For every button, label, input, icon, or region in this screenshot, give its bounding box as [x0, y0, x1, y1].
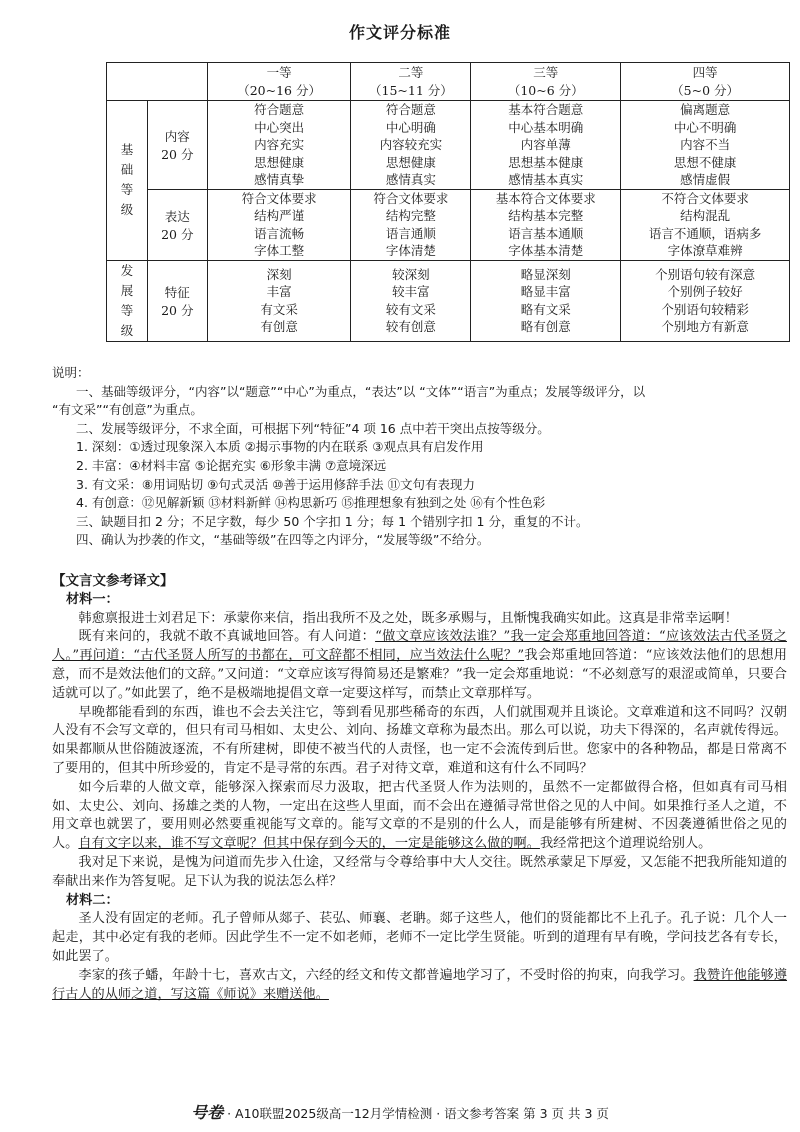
underlined-text: 我赞许他能够遵行古人的从师之道，写这篇《师说》来赠送他。 [52, 967, 788, 1002]
content-label: 内容 20 分 [147, 101, 207, 190]
material-2-paragraph-2: 李家的孩子蟠，年龄十七，喜欢古文，六经的经文和传文都普遍地学习了，不受时俗的拘束，向我学习。我赞许他能够遵行古人的从师之道，写这篇《师说》来赠送他。 [52, 967, 788, 1002]
expression-label: 表达 20 分 [147, 189, 207, 260]
feature-label: 特征 20 分 [147, 260, 207, 341]
page-footer [0, 1100, 800, 1123]
note-sub-3: 3. 有文采：⑧用词贴切 ⑨句式灵活 ⑩善于运用修辞手法 ⑪文句有表现力 [76, 476, 475, 492]
note-sub-1: 1. 深刻：①透过现象深入本质 ②揭示事物的内在联系 ③观点具有启发作用 [76, 439, 484, 455]
material-1-paragraph-2: 既有来问的，我就不敢不真诚地回答。有人问道：“做文章应该效法谁？”我一定会郑重地回答道：“应该效法古代圣贤之人。”再问道：“古代圣贤人所写的书都在，可文辞都不相同，应当效法什么呢？”我会郑重地回答道：“应该效法他们的思想用意，而不是效法他们的文辞。”又问道：“文章应该写得简易还是繁难？”我一定会郑重地说：“不必刻意写的艰涩或简单，只要合适就可以了。”如此罢了，绝不是极端地提倡文章一定要这样写，而禁止文章那样写。 [52, 629, 787, 701]
feature-grade-2: 较深刻 较丰富 较有文采 较有创意 [351, 260, 471, 341]
rubric-corner-cell [107, 63, 208, 101]
basic-level-label [107, 101, 148, 261]
content-grade-4: 偏离题意 中心不明确 内容不当 思想不健康 感情虚假 [621, 101, 790, 190]
note-item-4: 四、确认为抄袭的作文，“基础等级”在四等之内评分，“发展等级”不给分。 [76, 532, 490, 548]
material-1-paragraph-1: 韩愈禀报进士刘君足下：承蒙你来信，指出我所不及之处，既多承赐与，且惭愧我确实如此。这真是非常幸运啊！ [78, 610, 738, 626]
underlined-text: 自有文字以来，谁不写文章呢？但其中保存到今天的，一定是能够这么做的啊。 [78, 836, 540, 852]
development-level-text: 发 展 等 级 [120, 262, 134, 338]
grade-header-1: 一等 （20~16 分） [207, 63, 351, 101]
page-title: 作文评分标准 [348, 23, 451, 42]
expression-grade-3: 基本符合文体要求 结构基本完整 语言基本通顺 字体基本清楚 [471, 189, 621, 260]
note-item-1b: “有文采”“有创意”为重点。 [52, 402, 203, 418]
note-sub-2: 2. 丰富：④材料丰富 ⑤论据充实 ⑥形象丰满 ⑦意境深远 [76, 457, 387, 473]
material-2-paragraph-1: 圣人没有固定的老师。孔子曾师从郯子、苌弘、师襄、老聃。郯子这些人，他们的贤能都比不上孔子。孔子说：几个人一起走，其中必定有我的老师。因此学生不一定不如老师，老师不一定比学生贤能。听到的道理有早有晚，学问技艺各有专长，如此罢了。 [52, 911, 787, 964]
feature-grade-1: 深刻 丰富 有文采 有创意 [207, 260, 351, 341]
footer-text: · A10联盟2025级高一12月学情检测 · 语文参考答案 第 3 页 共 3 页 [227, 1106, 609, 1121]
feature-grade-3: 略显深刻 略显丰富 略有文采 略有创意 [471, 260, 621, 341]
expression-grade-2: 符合文体要求 结构完整 语言通顺 字体清楚 [351, 189, 471, 260]
publisher-logo: 号卷 [191, 1103, 224, 1122]
development-level-label [107, 260, 148, 341]
material-1-paragraph-4: 如今后辈的人做文章，能够深入探索而尽力汲取，把古代圣贤人作为法则的，虽然不一定都做得合格，但如真有司马相如、太史公、刘向、扬雄之类的人物，一定出在这些人里面，而不会出在遵循寻常世俗之见的人中间。如果推行圣人之道，不用文章也就罢了，要用则必然要重视能写文章的。能写文章的不是别的什么人，而是能够有所建树、不因袭遵循世俗之见的人。自有文字以来，谁不写文章呢？但其中保存到今天的，一定是能够这么做的啊。我经常把这个道理说给别人。 [52, 779, 787, 852]
material-2-heading: 材料二： [66, 892, 119, 908]
rubric-expression-row [107, 189, 790, 260]
rubric-table [106, 62, 790, 342]
expression-grade-4: 不符合文体要求 结构混乱 语言不通顺，语病多 字体潦草难辨 [621, 189, 790, 260]
notes-heading: 说明： [52, 365, 90, 380]
basic-level-text: 基 础 等 级 [120, 142, 134, 218]
content-grade-3: 基本符合题意 中心基本明确 内容单薄 思想基本健康 感情基本真实 [471, 101, 621, 190]
note-item-3: 三、缺题目扣 2 分；不足字数，每少 50 个字扣 1 分；每 1 个错别字扣 1 分，重复的不计。 [76, 513, 589, 529]
note-item-1a: 一、基础等级评分，“内容”以“题意”“中心”为重点，“表达”以 “文体”“语言”为重点；发展等级评分，以 [76, 383, 646, 399]
reference-translation [52, 572, 787, 1004]
rubric-feature-row [107, 260, 790, 341]
note-item-2: 二、发展等级评分，不求全面，可根据下列“特征”4 项 16 点中若干突出点按等级分。 [76, 420, 550, 436]
rubric-content-row [107, 101, 790, 190]
content-grade-1: 符合题意 中心突出 内容充实 思想健康 感情真挚 [207, 101, 351, 190]
material-1-heading: 材料一： [66, 591, 119, 607]
grade-header-4: 四等 （5~0 分） [621, 63, 790, 101]
scoring-notes [52, 364, 787, 550]
material-1-paragraph-3: 早晚都能看到的东西，谁也不会去关注它，等到看见那些稀奇的东西，人们就围观并且谈论。文章难道和这不同吗？汉朝人没有不会写文章的，但只有司马相如、太史公、刘向、扬雄文章称为最杰出。那么可以说，功夫下得深的，名声就传得远。如果都顺从世俗随波逐流，不有所建树，即使不被当代的人责怪，也一定不会流传到后世。您家中的各种物品，都是日常离不了要用的，但其中所珍爱的，肯定不是寻常的东西。君子对待文章，难道和这有什么不同吗？ [52, 704, 787, 776]
section-heading: 【文言文参考译文】 [52, 573, 174, 589]
underlined-text: “做文章应该效法谁？”我一定会郑重地回答道：“应该效法古代圣贤之人。”再问道：“古代圣贤人所写的书都在，可文辞都不相同，应当效法什么呢？” [52, 629, 787, 664]
feature-grade-4: 个别语句较有深意 个别例子较好 个别语句较精彩 个别地方有新意 [621, 260, 790, 341]
material-1-paragraph-5: 我对足下来说，是愧为问道而先步入仕途，又经常与令尊给事中大人交往。既然承蒙足下厚爱，又怎能不把我所能知道的奉献出来作为答复呢。足下认为我的说法怎么样？ [52, 854, 787, 889]
content-grade-2: 符合题意 中心明确 内容较充实 思想健康 感情真实 [351, 101, 471, 190]
expression-grade-1: 符合文体要求 结构严谨 语言流畅 字体工整 [207, 189, 351, 260]
rubric-header-row [107, 63, 790, 101]
note-sub-4: 4. 有创意：⑫见解新颖 ⑬材料新鲜 ⑭构思新巧 ⑮推理想象有独到之处 ⑯有个性色彩 [76, 495, 546, 511]
grade-header-3: 三等 （10~6 分） [471, 63, 621, 101]
grade-header-2: 二等 （15~11 分） [351, 63, 471, 101]
